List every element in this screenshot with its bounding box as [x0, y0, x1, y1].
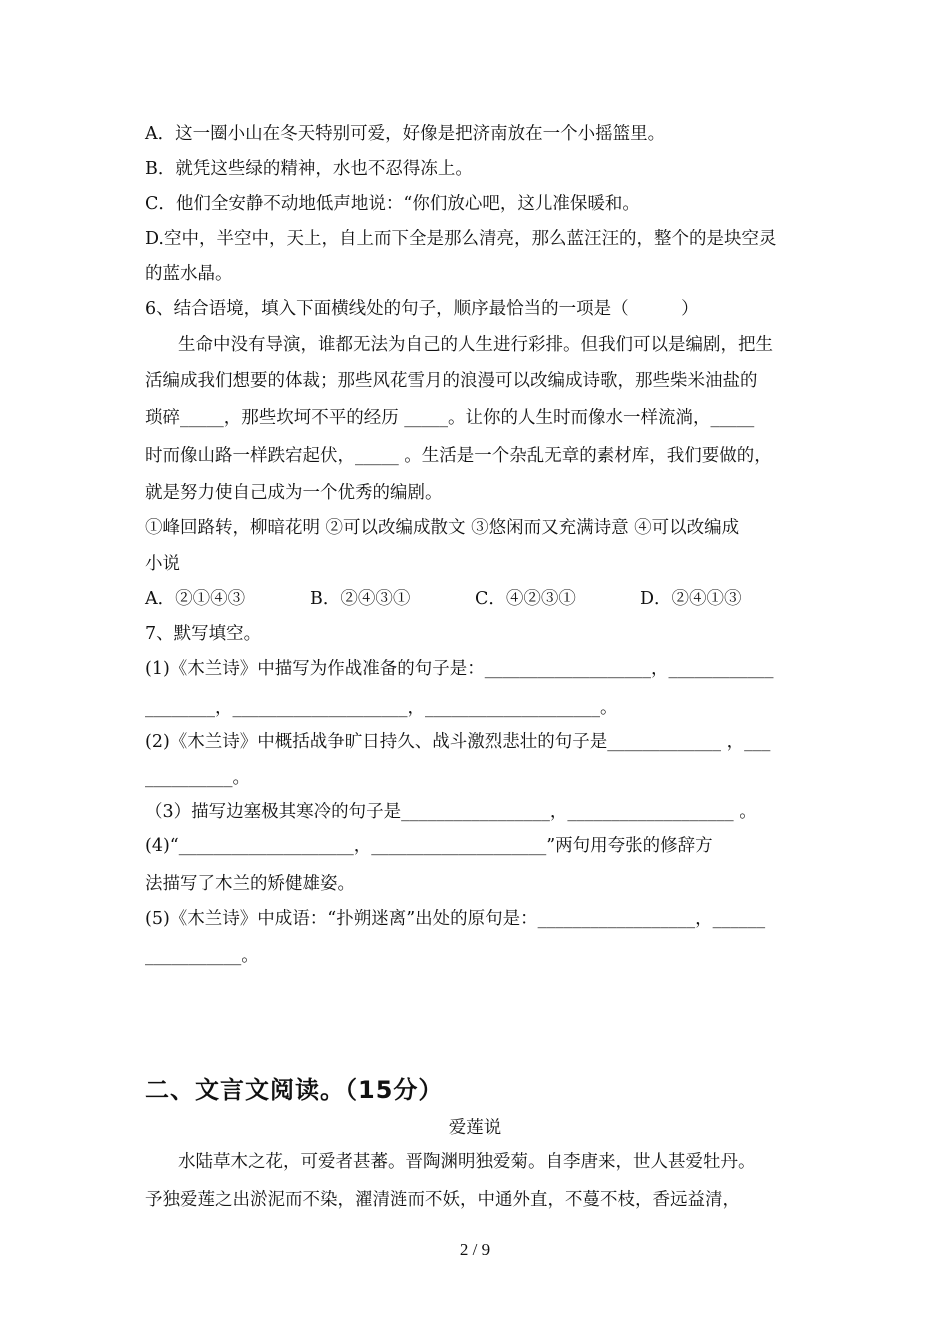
q6-passage-line: 活编成我们想要的体裁；那些风花雪月的浪漫可以改编成诗歌，那些柴米油盐的: [145, 371, 758, 391]
passage-line: 水陆草木之花，可爱者甚蕃。晋陶渊明独爱菊。自李唐来，世人甚爱牡丹。: [178, 1152, 756, 1172]
q6-choice-d: D．②④①③: [640, 589, 742, 609]
q5-option-d: D.空中，半空中，天上，自上而下全是那么清亮，那么蓝汪汪的，整个的是块空灵: [145, 229, 777, 249]
q7-item-3: （3）描写边塞极其寒冷的句子是_________________，___________________ 。: [145, 802, 757, 822]
q6-passage-line: 就是努力使自己成为一个优秀的编剧。: [145, 483, 443, 503]
q6-choice-a: A．②①④③: [145, 589, 246, 609]
q6-items: ①峰回路转，柳暗花明 ②可以改编成散文 ③悠闲而又充满诗意 ④可以改编成: [145, 518, 740, 538]
q5-option-c: C．他们全安静不动地低声地说：“你们放心吧，这儿准保暖和。: [145, 194, 640, 214]
q6-passage-line: 琐碎_____，那些坎坷不平的经历 _____。让你的人生时而像水一样流淌，_____: [145, 408, 755, 428]
q6-passage-line: 时而像山路一样跌宕起伏，_____ 。生活是一个杂乱无章的素材库，我们要做的，: [145, 446, 772, 466]
q7-item-5: (5)《木兰诗》中成语：“扑朔迷离”出处的原句是：__________________，______: [145, 909, 766, 929]
q7-item-4-cont: 法描写了木兰的矫健雄姿。: [145, 874, 355, 894]
q5-option-d-cont: 的蓝水晶。: [145, 264, 233, 284]
passage-title: 爱莲说: [448, 1118, 502, 1138]
q7-item-2-cont: __________。: [145, 768, 250, 788]
q6-choices: [145, 587, 810, 611]
q6-choice-c: C．④②③①: [475, 589, 576, 609]
q7-item-5-cont: ___________。: [145, 946, 259, 966]
passage-line: 予独爱莲之出淤泥而不染，濯清涟而不妖，中通外直，不蔓不枝，香远益清，: [145, 1190, 740, 1210]
q7-item-4: (4)“____________________，____________________”两句用夸张的修辞方: [145, 836, 713, 856]
q6-passage-line: 生命中没有导演，谁都无法为自己的人生进行彩排。但我们可以是编剧，把生: [178, 335, 773, 355]
q7-item-1: (1)《木兰诗》中描写为作战准备的句子是：___________________，____________: [145, 659, 774, 679]
page-number: 2 / 9: [459, 1240, 491, 1259]
q5-option-b: B．就凭这些绿的精神，水也不忍得冻上。: [145, 159, 473, 179]
q5-option-a: A．这一圈小山在冬天特别可爱，好像是把济南放在一个小摇篮里。: [145, 124, 666, 144]
q6-stem: 6、结合语境，填入下面横线处的句子，顺序最恰当的一项是（ ）: [145, 299, 699, 319]
section-title: 二、文言文阅读。（15分）: [145, 1076, 444, 1104]
q7-item-2: (2)《木兰诗》中概括战争旷日持久、战斗激烈悲壮的句子是_____________ ，___: [145, 732, 771, 752]
q7-stem: 7、默写填空。: [145, 624, 262, 644]
q6-choice-b: B．②④③①: [310, 589, 411, 609]
q7-item-1-cont: ________，____________________，____________________。: [145, 698, 618, 718]
q6-items-cont: 小说: [145, 554, 180, 574]
